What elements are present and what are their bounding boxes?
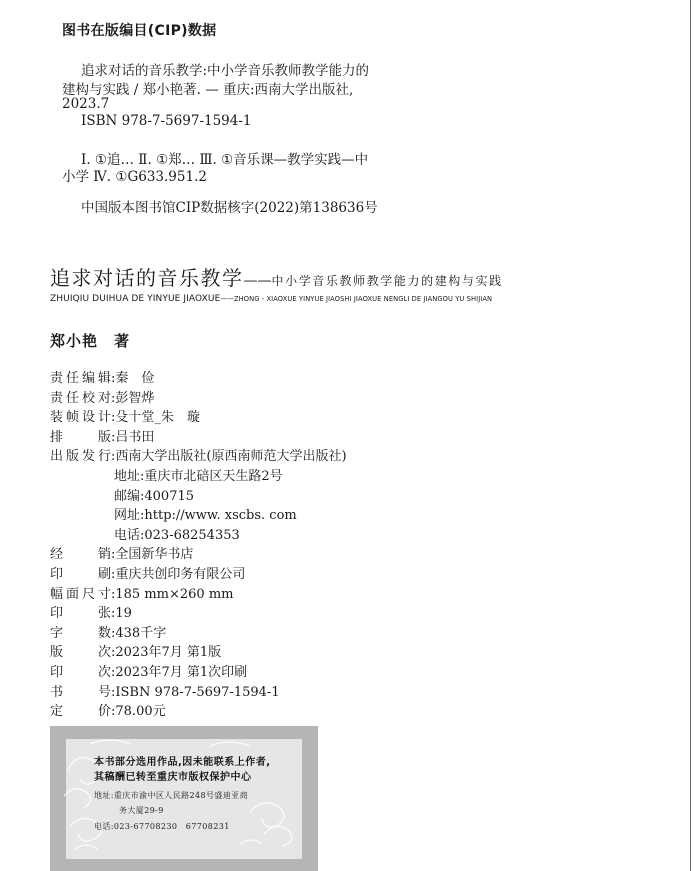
- detail-row-sheets: 印 张:19: [50, 604, 610, 624]
- detail-value: 185 mm×260 mm: [115, 586, 234, 602]
- page-edge-line: [690, 0, 691, 871]
- detail-row-printing: 印 次:2023年7月 第1次印刷: [50, 663, 610, 683]
- cip-record-number: 中国版本图书馆CIP数据核字(2022)第138636号: [81, 200, 378, 216]
- detail-label: 排 版: [50, 429, 111, 445]
- cip-line: 2023.7: [62, 96, 110, 112]
- detail-value: 吕书田: [115, 429, 155, 445]
- book-title: [50, 262, 503, 291]
- publication-details: [50, 369, 610, 722]
- author: 郑小艳 著: [50, 332, 131, 350]
- pinyin-title: ZHUIQIU DUIHUA DE YINYUE JIAOXUE: [50, 294, 221, 304]
- detail-row-price: 定 价:78.00元: [50, 702, 610, 722]
- detail-row-isbn: 书 号:ISBN 978-7-5697-1594-1: [50, 683, 610, 703]
- detail-value: 殳十堂_朱 璇: [115, 410, 200, 426]
- detail-row-distributor: 经 销:全国新华书店: [50, 545, 610, 565]
- detail-label: 书 号: [50, 684, 111, 700]
- cip-heading: 图书在版编目(CIP)数据: [62, 23, 217, 39]
- detail-value: 电话:023-68254353: [114, 527, 240, 543]
- detail-value: 全国新华书店: [115, 547, 194, 563]
- detail-label: 印 刷: [50, 566, 111, 582]
- detail-row-publisher: 出版发行:西南大学出版社(原西南师范大学出版社): [50, 447, 610, 467]
- cip-line: 追求对话的音乐教学:中小学音乐教师教学能力的: [81, 63, 370, 79]
- detail-value: 重庆共创印务有限公司: [115, 566, 246, 582]
- detail-value: 78.00元: [115, 704, 166, 720]
- stamp-notice-line: 本书部分选用作品,因未能联系上作者,: [94, 757, 271, 768]
- cip-line: 小学 Ⅳ. ①G633.951.2: [62, 169, 207, 185]
- detail-value: 邮编:400715: [114, 488, 195, 504]
- detail-row-postcode: [50, 487, 610, 507]
- detail-row-printer: 印 刷:重庆共创印务有限公司: [50, 565, 610, 585]
- detail-row-edition: 版 次:2023年7月 第1版: [50, 643, 610, 663]
- book-title-main: 追求对话的音乐教学: [50, 266, 244, 290]
- stamp-phone: 电话:023-67708230 67708231: [94, 822, 230, 831]
- stamp-notice-line: 其稿酬已转至重庆市版权保护中心: [94, 772, 252, 783]
- detail-label: 字 数: [50, 625, 111, 641]
- detail-label: 责任编辑: [50, 371, 111, 386]
- title-dash: ——: [243, 273, 272, 289]
- stamp-address: 地址:重庆市渝中区人民路248号盛迪亚商: [94, 791, 248, 800]
- book-subtitle: 中小学音乐教师教学能力的建构与实践: [271, 274, 503, 288]
- detail-value: 19: [115, 606, 132, 622]
- detail-label: 定 价: [50, 704, 111, 720]
- book-title-pinyin: [50, 294, 492, 304]
- detail-value: 2023年7月 第1版: [115, 645, 222, 661]
- detail-row-address: [50, 467, 610, 487]
- detail-label: 装帧设计: [50, 410, 111, 426]
- cip-line: Ⅰ. ①追… Ⅱ. ①郑… Ⅲ. ①音乐课—教学实践—中: [81, 152, 369, 168]
- detail-row-website: [50, 506, 610, 526]
- detail-row-word-count: 字 数:438千字: [50, 624, 610, 644]
- copyright-stamp: [50, 726, 318, 871]
- detail-value: 地址:重庆市北碚区天生路2号: [114, 468, 283, 484]
- detail-label: 责任校对: [50, 390, 111, 406]
- cip-isbn: ISBN 978-7-5697-1594-1: [81, 113, 252, 129]
- detail-label: 印 张: [50, 606, 111, 622]
- detail-label: 幅面尺寸: [50, 586, 111, 602]
- detail-value: ISBN 978-7-5697-1594-1: [115, 684, 280, 700]
- detail-label: 印 次: [50, 664, 111, 680]
- detail-row-designer: 装帧设计:殳十堂_朱 璇: [50, 408, 610, 428]
- detail-row-format: 幅面尺寸:185 mm×260 mm: [50, 585, 610, 605]
- cip-line: 建构与实践 / 郑小艳著. — 重庆:西南大学出版社,: [62, 82, 354, 98]
- stamp-address: 务大厦29-9: [119, 806, 164, 815]
- detail-label: 经 销: [50, 547, 111, 563]
- detail-label: 版 次: [50, 645, 111, 661]
- detail-value: 秦 俭: [115, 371, 155, 386]
- detail-value: 438千字: [115, 625, 167, 641]
- detail-row-editor: 责任编辑:秦 俭: [50, 369, 610, 389]
- detail-value: 网址:http://www. xscbs. com: [114, 508, 297, 524]
- pinyin-dash: ——: [220, 295, 234, 303]
- detail-value: 2023年7月 第1次印刷: [115, 664, 248, 680]
- detail-value: 彭智烨: [115, 390, 155, 406]
- detail-row-proofreader: 责任校对:彭智烨: [50, 389, 610, 409]
- pinyin-subtitle: ZHONG - XIAOXUE YINYUE JIAOSHI JIAOXUE NENGLI DE JIANGOU YU SHIJIAN: [233, 295, 493, 303]
- detail-row-phone: [50, 526, 610, 546]
- detail-label: 出版发行: [50, 449, 111, 465]
- detail-row-typesetting: 排 版:吕书田: [50, 428, 610, 448]
- detail-value: 西南大学出版社(原西南师范大学出版社): [115, 449, 347, 465]
